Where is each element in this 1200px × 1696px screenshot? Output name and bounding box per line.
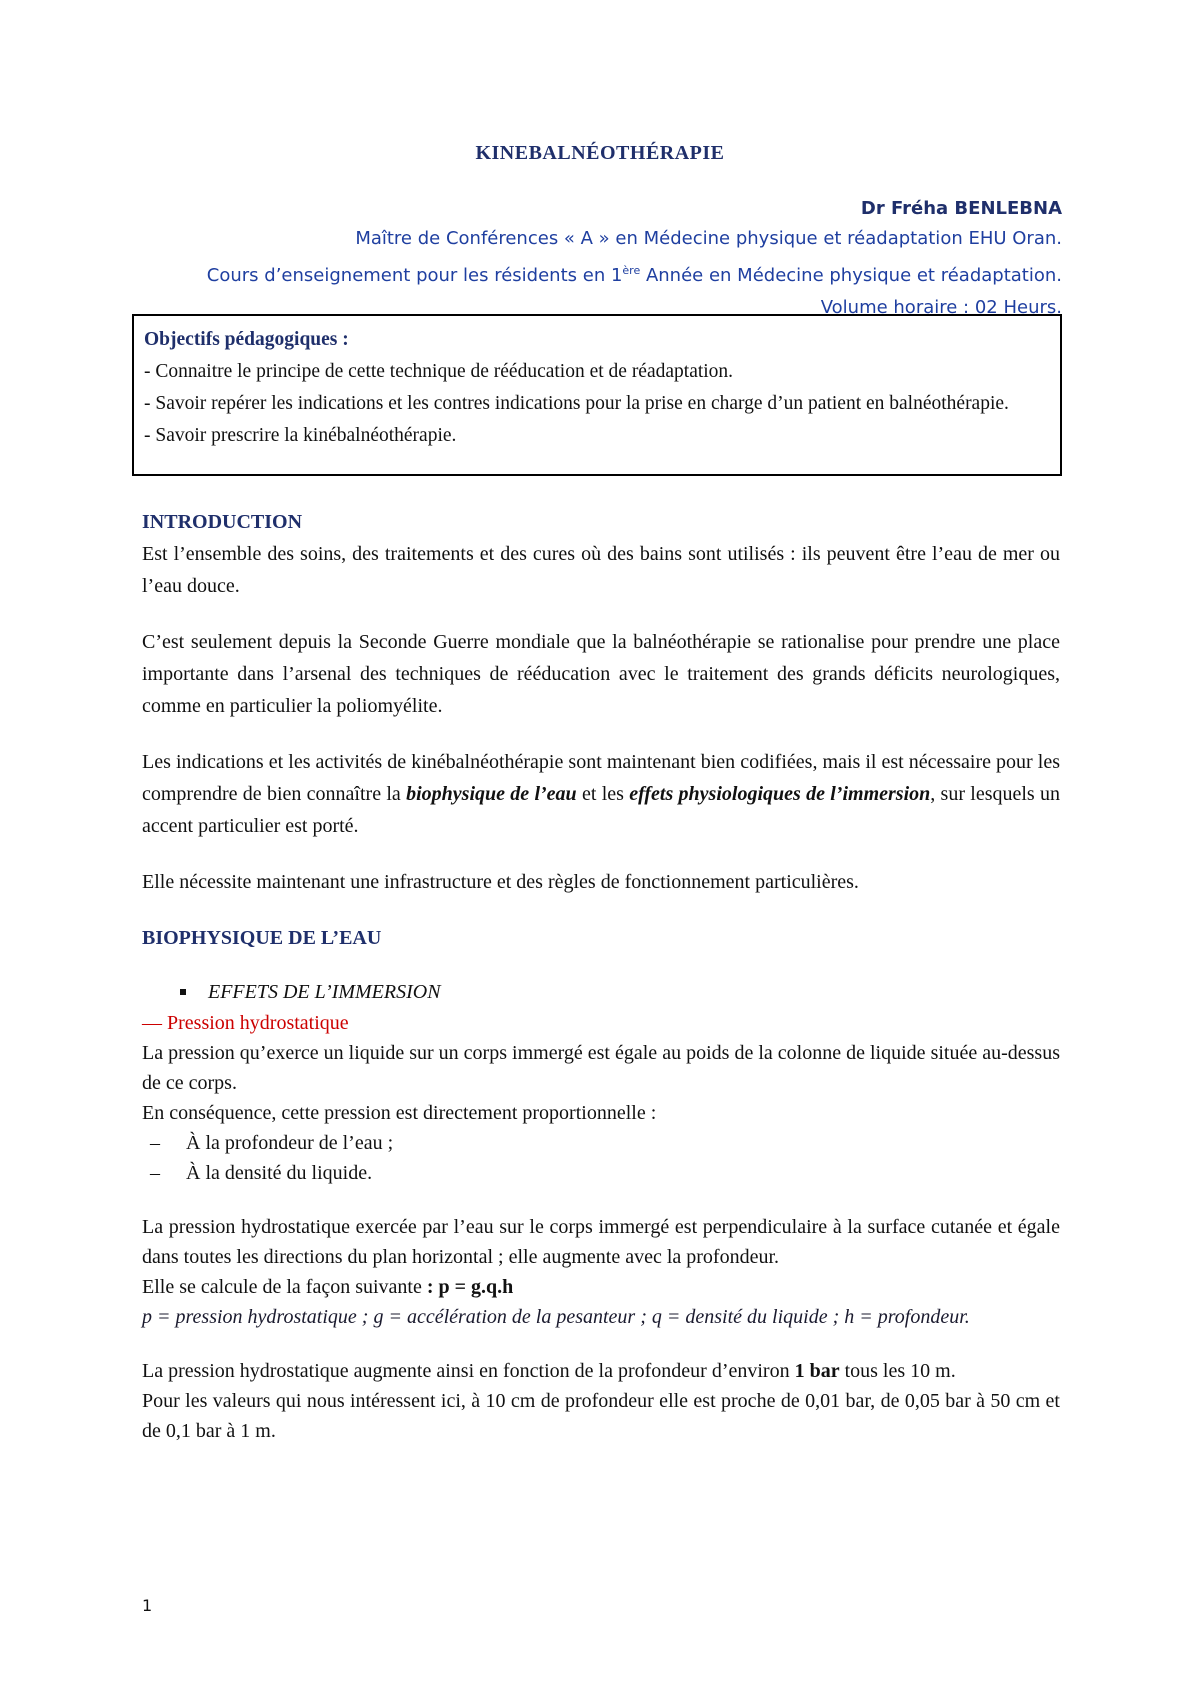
course-prefix: Cours d’enseignement pour les résidents en 1 [206, 265, 623, 286]
dash-mark: – [150, 1132, 160, 1154]
document-body [142, 506, 1060, 1446]
bullet-item [180, 976, 1060, 1008]
author-position: Maître de Conférences « A » en Médecine physique et réadaptation EHU Oran. [355, 228, 1062, 249]
intro-paragraph-2: C’est seulement depuis la Seconde Guerre mondiale que la balnéothérapie se rationalise pour prendre une place importante dans l’arsenal des techniques de rééducation avec le traitement des grands déficits neurologiques, comme en particulier la poliomyélite. [142, 631, 1060, 717]
author-name: Dr Fréha BENLEBNA [860, 198, 1062, 219]
document-title: KINEBALNÉOTHÉRAPIE [475, 142, 725, 164]
p5-text-c: tous les 10 m. [839, 1360, 956, 1382]
intro-p3-emphasis-1: biophysique de l’eau [406, 783, 577, 805]
course-description [102, 255, 1062, 292]
intro-paragraph-4: Elle nécessite maintenant une infrastructure et des règles de fonctionnement particulières. [142, 871, 859, 893]
biophysique-paragraph-5 [142, 1356, 1060, 1386]
intro-p3-emphasis-2: effets physiologiques de l’immersion [629, 783, 931, 805]
course-sup: ère [622, 264, 641, 277]
objectives-box [132, 314, 1062, 476]
objectives-title: Objectifs pédagogiques : [144, 329, 349, 350]
intro-p3-text-b: et les [576, 783, 630, 805]
biophysique-paragraph-1: La pression qu’exerce un liquide sur un corps immergé est égale au poids de la colonne de liquide située au-dessus de ce corps. [142, 1042, 1060, 1094]
dash-item-text: À la densité du liquide. [186, 1162, 373, 1184]
p5-emphasis: 1 bar [794, 1360, 840, 1382]
p5-text-a: La pression hydrostatique augmente ainsi en fonction de la profondeur d’environ [142, 1360, 795, 1382]
dash-list-item [150, 1128, 1060, 1158]
objective-item: - Connaitre le principe de cette technique de rééducation et de réadaptation. [144, 361, 734, 382]
formula-line [142, 1272, 1060, 1302]
formula-definition: p = pression hydrostatique ; g = accélération de la pesanteur ; q = densité du liquide ; h = profondeur. [142, 1306, 970, 1328]
author-block [102, 195, 1062, 324]
intro-p3-text-c: , sur lesquels un accent particulier est porté. [142, 783, 1060, 837]
biophysique-paragraph-6: Pour les valeurs qui nous intéressent ici, à 10 cm de profondeur elle est proche de 0,01 bar, de 0,05 bar à 50 cm et de 0,1 bar à 1 m. [142, 1390, 1060, 1442]
dash-mark: – [150, 1162, 160, 1184]
formula: : p = g.q.h [426, 1276, 514, 1298]
intro-paragraph-1: Est l’ensemble des soins, des traitements et des cures où des bains sont utilisés : ils peuvent être l’eau de mer ou l’eau douce. [142, 543, 1060, 597]
course-suffix: Année en Médecine physique et réadaptation. [640, 265, 1062, 286]
section-heading-biophysique: BIOPHYSIQUE DE L’EAU [142, 927, 382, 949]
intro-paragraph-3 [142, 746, 1060, 842]
subsection-heading: — Pression hydrostatique [142, 1012, 349, 1034]
square-bullet-icon [180, 989, 186, 995]
dash-item-text: À la profondeur de l’eau ; [186, 1132, 394, 1154]
bullet-label: EFFETS DE L’IMMERSION [208, 981, 441, 1003]
biophysique-paragraph-2: En conséquence, cette pression est directement proportionnelle : [142, 1102, 657, 1124]
intro-p3-text-a: Les indications et les activités de kinébalnéothérapie sont maintenant bien codifiées, mais il est nécessaire pour les comprendre de bien connaître la [142, 751, 1060, 805]
section-heading-introduction: INTRODUCTION [142, 511, 303, 533]
dash-list-item [150, 1158, 1060, 1188]
formula-intro: Elle se calcule de la façon suivante [142, 1276, 427, 1298]
objective-item: - Savoir repérer les indications et les contres indications pour la prise en charge d’un patient en balnéothérapie. [144, 393, 1009, 414]
biophysique-paragraph-3: La pression hydrostatique exercée par l’eau sur le corps immergé est perpendiculaire à la surface cutanée et égale dans toutes les directions du plan horizontal ; elle augmente avec la profondeur. [142, 1216, 1060, 1268]
objective-item: - Savoir prescrire la kinébalnéothérapie. [144, 425, 457, 446]
page-number: 1 [142, 1596, 153, 1615]
volume-horaire: Volume horaire : 02 Heurs. [820, 297, 1062, 318]
